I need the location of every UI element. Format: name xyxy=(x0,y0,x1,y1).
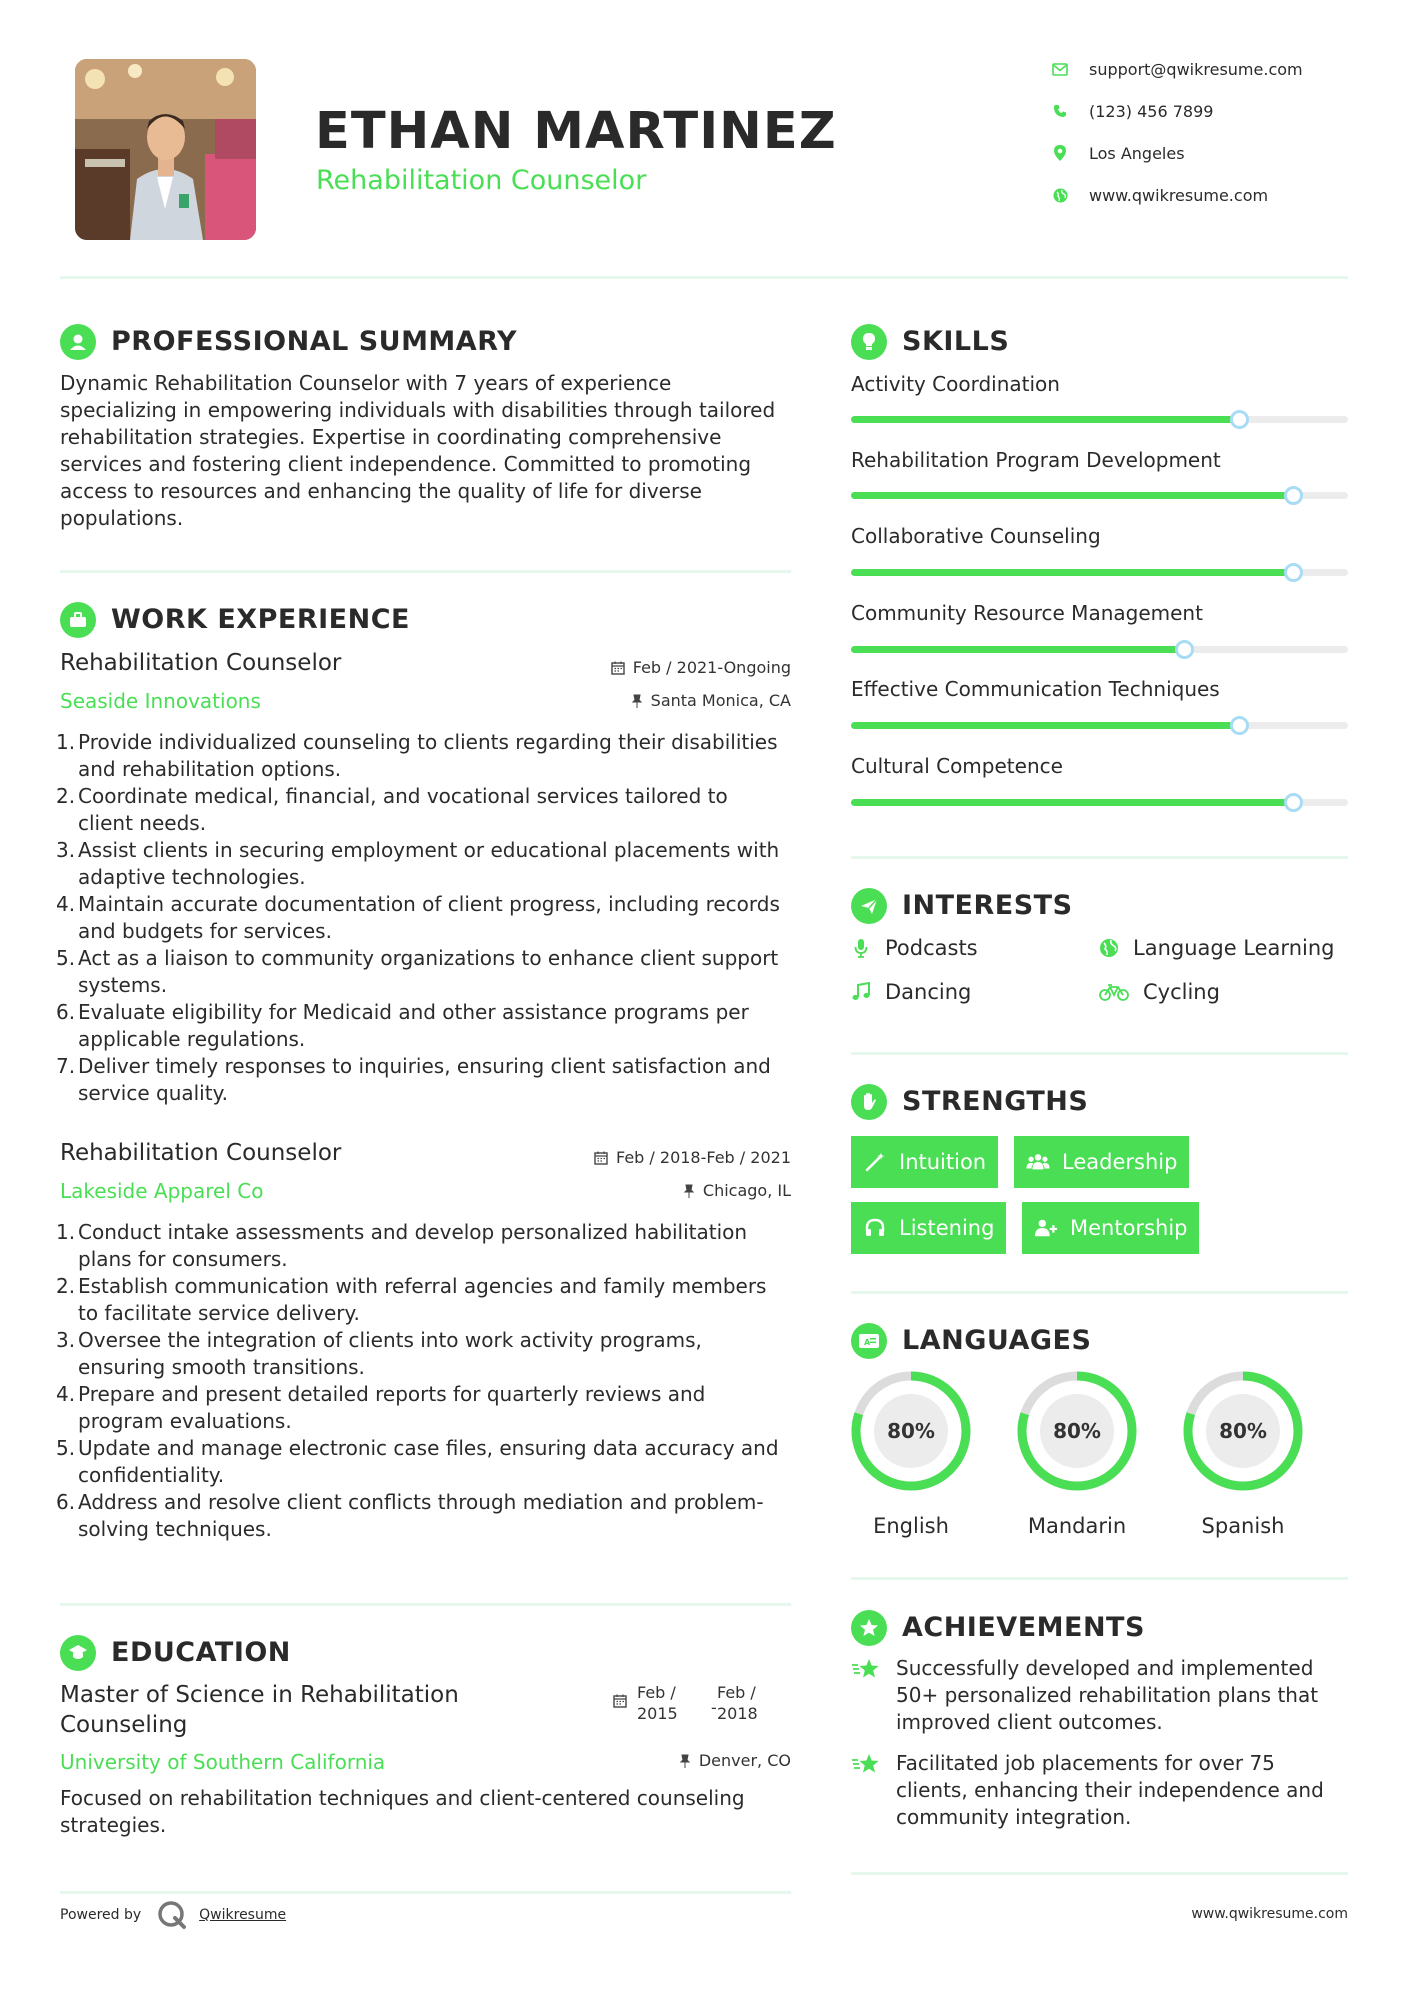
contact-email-text: support@qwikresume.com xyxy=(1089,59,1303,79)
education-location xyxy=(679,1750,791,1772)
achievement-text: Facilitated job placements for over 75 clients, enhancing their independence and community integration. xyxy=(896,1751,1324,1829)
contact-website-text: www.qwikresume.com xyxy=(1089,185,1269,205)
language-name: English xyxy=(873,1514,949,1538)
star-icon xyxy=(851,1657,881,1683)
job-1-location xyxy=(631,690,791,712)
summary-title: PROFESSIONAL SUMMARY xyxy=(111,326,518,357)
qwikresume-link[interactable]: Qwikresume xyxy=(199,1907,287,1923)
lightbulb-icon xyxy=(851,324,887,360)
pin-icon xyxy=(683,1184,695,1198)
skill-label: Effective Communication Techniques xyxy=(851,677,1220,701)
list-item: 7. Deliver timely responses to inquiries, ensuring client satisfaction and service quality. xyxy=(56,1054,771,1105)
header-divider xyxy=(60,276,1348,279)
user-icon xyxy=(60,324,96,360)
job-2-title: Rehabilitation Counselor xyxy=(60,1140,342,1166)
calendar-icon xyxy=(594,1151,608,1165)
interests-title: INTERESTS xyxy=(902,890,1073,921)
job-1-location-text: Santa Monica, CA xyxy=(650,691,791,710)
skills-title: SKILLS xyxy=(902,326,1010,357)
microphone-icon xyxy=(851,938,871,958)
experience-divider xyxy=(60,1603,791,1606)
summary-text: Dynamic Rehabilitation Counselor with 7 years of experience specializing in empowering individuals with disabilities through tailored rehabilitation strategies. Expertise in coordinating comprehensive services and fostering client independence. Committed to promoting access to resources and enhancing the quality of life for diverse populations. xyxy=(60,371,776,530)
job-2-responsibilities xyxy=(56,1219,785,1543)
phone-icon xyxy=(1052,103,1068,119)
skill-bar-knob xyxy=(1284,793,1303,812)
education-school: University of Southern California xyxy=(60,1750,386,1774)
skill-bar-knob xyxy=(1230,410,1249,429)
language-english xyxy=(849,1369,973,1538)
job-1-title: Rehabilitation Counselor xyxy=(60,650,342,676)
skill-label: Collaborative Counseling xyxy=(851,524,1101,548)
skill-bar-knob xyxy=(1284,486,1303,505)
qwikresume-logo-icon xyxy=(157,1900,187,1930)
list-item: 4. Prepare and present detailed reports for quarterly reviews and program evaluations. xyxy=(56,1382,706,1433)
education-location-text: Denver, CO xyxy=(698,1751,791,1770)
achievement-text: Successfully developed and implemented 50+ personalized rehabilitation plans that improved client outcomes. xyxy=(896,1656,1319,1734)
languages-title: LANGUAGES xyxy=(902,1325,1092,1356)
job-1-company: Seaside Innovations xyxy=(60,689,261,713)
skill-bar xyxy=(851,492,1348,499)
skill-bar-fill xyxy=(851,416,1239,423)
graduation-icon xyxy=(60,1635,96,1671)
profile-photo xyxy=(75,59,256,240)
strength-mentorship xyxy=(1022,1202,1199,1254)
strength-listening xyxy=(851,1202,1006,1254)
skill-bar xyxy=(851,799,1348,806)
education-divider xyxy=(60,1891,791,1894)
list-item: 3. Oversee the integration of clients into work activity programs, ensuring smooth transitions. xyxy=(56,1328,702,1379)
skill-bar xyxy=(851,416,1348,423)
candidate-name: ETHAN MARTINEZ xyxy=(315,102,837,161)
education-title: EDUCATION xyxy=(111,1637,291,1668)
interest-podcasts xyxy=(851,936,978,960)
skill-bar-fill xyxy=(851,799,1293,806)
music-note-icon xyxy=(851,982,871,1002)
calendar-icon xyxy=(611,661,625,675)
star-icon xyxy=(851,1752,881,1778)
job-2-location xyxy=(683,1180,791,1202)
star-badge-icon xyxy=(851,1610,887,1646)
language-name: Mandarin xyxy=(1027,1514,1127,1538)
interests-divider xyxy=(851,1052,1348,1055)
skill-bar-knob xyxy=(1284,563,1303,582)
contact-location-text: Los Angeles xyxy=(1089,143,1185,163)
interest-label: Dancing xyxy=(885,980,972,1004)
contact-email[interactable] xyxy=(1052,55,1352,83)
skills-divider xyxy=(851,856,1348,859)
skill-label: Cultural Competence xyxy=(851,754,1063,778)
list-item: 5. Update and manage electronic case files, ensuring data accuracy and confidentiality. xyxy=(56,1436,779,1487)
interest-label: Cycling xyxy=(1143,980,1220,1004)
education-description: Focused on rehabilitation techniques and client-centered counseling strategies. xyxy=(60,1786,745,1837)
job-1-responsibilities xyxy=(56,729,785,1107)
skill-bar-fill xyxy=(851,569,1293,576)
skill-label: Activity Coordination xyxy=(851,372,1060,396)
list-item: 2. Establish communication with referral agencies and family members to facilitate service delivery. xyxy=(56,1274,767,1325)
education-date-separator: - xyxy=(711,1698,717,1717)
education-date xyxy=(613,1683,793,1729)
calendar-icon xyxy=(613,1693,627,1712)
contact-phone[interactable] xyxy=(1052,97,1352,125)
strength-intuition xyxy=(851,1136,998,1188)
experience-title: WORK EXPERIENCE xyxy=(111,604,410,635)
skill-bar xyxy=(851,646,1348,653)
job-1-date xyxy=(611,657,791,679)
skill-label: Rehabilitation Program Development xyxy=(851,448,1221,472)
contact-website[interactable] xyxy=(1052,181,1352,209)
strengths-title: STRENGTHS xyxy=(902,1086,1089,1117)
envelope-icon xyxy=(1052,61,1068,77)
interest-language-learning xyxy=(1099,936,1334,960)
language-card-icon xyxy=(851,1323,887,1359)
list-item: 3. Assist clients in securing employment or educational placements with adaptive technologies. xyxy=(56,838,780,889)
education-date-start-2: 2015 xyxy=(637,1704,678,1723)
languages-divider xyxy=(851,1577,1348,1580)
skill-bar xyxy=(851,722,1348,729)
svg-text:A: A xyxy=(864,1338,871,1347)
language-percent: 80% xyxy=(887,1419,935,1443)
skill-bar-knob xyxy=(1175,640,1194,659)
language-percent: 80% xyxy=(1053,1419,1101,1443)
strength-label: Intuition xyxy=(899,1150,987,1174)
user-plus-icon xyxy=(1034,1216,1058,1240)
list-item: 6. Evaluate eligibility for Medicaid and other assistance programs per applicable regulations. xyxy=(56,1000,749,1051)
list-item: 6. Address and resolve client conflicts through mediation and problem-solving techniques. xyxy=(56,1490,764,1541)
degree-line-1: Master of Science in Rehabilitation xyxy=(60,1682,459,1708)
interest-dancing xyxy=(851,980,971,1004)
footer-powered-by xyxy=(60,1900,286,1930)
paper-plane-icon xyxy=(851,888,887,924)
contact-location xyxy=(1052,139,1352,167)
strength-label: Mentorship xyxy=(1070,1216,1188,1240)
strength-label: Leadership xyxy=(1062,1150,1178,1174)
interest-label: Language Learning xyxy=(1133,936,1335,960)
skill-bar xyxy=(851,569,1348,576)
strength-label: Listening xyxy=(899,1216,995,1240)
pin-icon xyxy=(679,1754,691,1768)
job-2-company: Lakeside Apparel Co xyxy=(60,1179,264,1203)
headphones-icon xyxy=(863,1216,887,1240)
skill-label: Community Resource Management xyxy=(851,601,1203,625)
candidate-role: Rehabilitation Counselor xyxy=(316,165,647,196)
achievement-item xyxy=(851,1655,1351,1736)
users-icon xyxy=(1026,1150,1050,1174)
magic-wand-icon xyxy=(863,1150,887,1174)
contact-phone-text: (123) 456 7899 xyxy=(1089,101,1214,121)
language-percent: 80% xyxy=(1219,1419,1267,1443)
interest-cycling xyxy=(1099,980,1220,1004)
map-marker-icon xyxy=(1052,145,1068,161)
list-item: 2. Coordinate medical, financial, and vocational services tailored to client needs. xyxy=(56,784,728,835)
education-date-end-1: Feb / xyxy=(717,1683,756,1702)
job-2-location-text: Chicago, IL xyxy=(702,1181,791,1200)
achievements-divider xyxy=(851,1872,1348,1875)
language-spanish xyxy=(1181,1369,1305,1538)
education-date-end-2: 2018 xyxy=(717,1704,758,1723)
achievements-title: ACHIEVEMENTS xyxy=(902,1612,1145,1643)
job-2-date-text: Feb / 2018-Feb / 2021 xyxy=(616,1148,791,1167)
achievement-item xyxy=(851,1750,1351,1831)
language-mandarin xyxy=(1015,1369,1139,1538)
list-item: 4. Maintain accurate documentation of client progress, including records and budgets for services. xyxy=(56,892,780,943)
job-1-date-text: Feb / 2021-Ongoing xyxy=(632,658,791,677)
education-date-start-1: Feb / xyxy=(637,1683,676,1702)
list-item: 5. Act as a liaison to community organizations to enhance client support systems. xyxy=(56,946,779,997)
powered-by-label: Powered by xyxy=(60,1907,142,1923)
strengths-divider xyxy=(851,1291,1348,1294)
skill-bar-knob xyxy=(1230,716,1249,735)
list-item: 1. Conduct intake assessments and develop personalized habilitation plans for consumers. xyxy=(56,1220,748,1271)
skill-bar-fill xyxy=(851,646,1184,653)
list-item: 1. Provide individualized counseling to clients regarding their disabilities and rehabilitation options. xyxy=(56,730,778,781)
globe-icon xyxy=(1052,187,1068,203)
interest-label: Podcasts xyxy=(885,936,978,960)
footer-url[interactable]: www.qwikresume.com xyxy=(1191,1906,1348,1922)
degree-line-2: Counseling xyxy=(60,1712,188,1738)
globe-icon xyxy=(1099,938,1119,958)
pin-icon xyxy=(631,694,643,708)
bicycle-icon xyxy=(1099,982,1129,1002)
hand-icon xyxy=(851,1084,887,1120)
job-2-date xyxy=(594,1147,791,1169)
language-name: Spanish xyxy=(1201,1514,1285,1538)
strength-leadership xyxy=(1014,1136,1189,1188)
skill-bar-fill xyxy=(851,722,1239,729)
briefcase-icon xyxy=(60,602,96,638)
summary-divider xyxy=(60,570,791,573)
skill-bar-fill xyxy=(851,492,1293,499)
